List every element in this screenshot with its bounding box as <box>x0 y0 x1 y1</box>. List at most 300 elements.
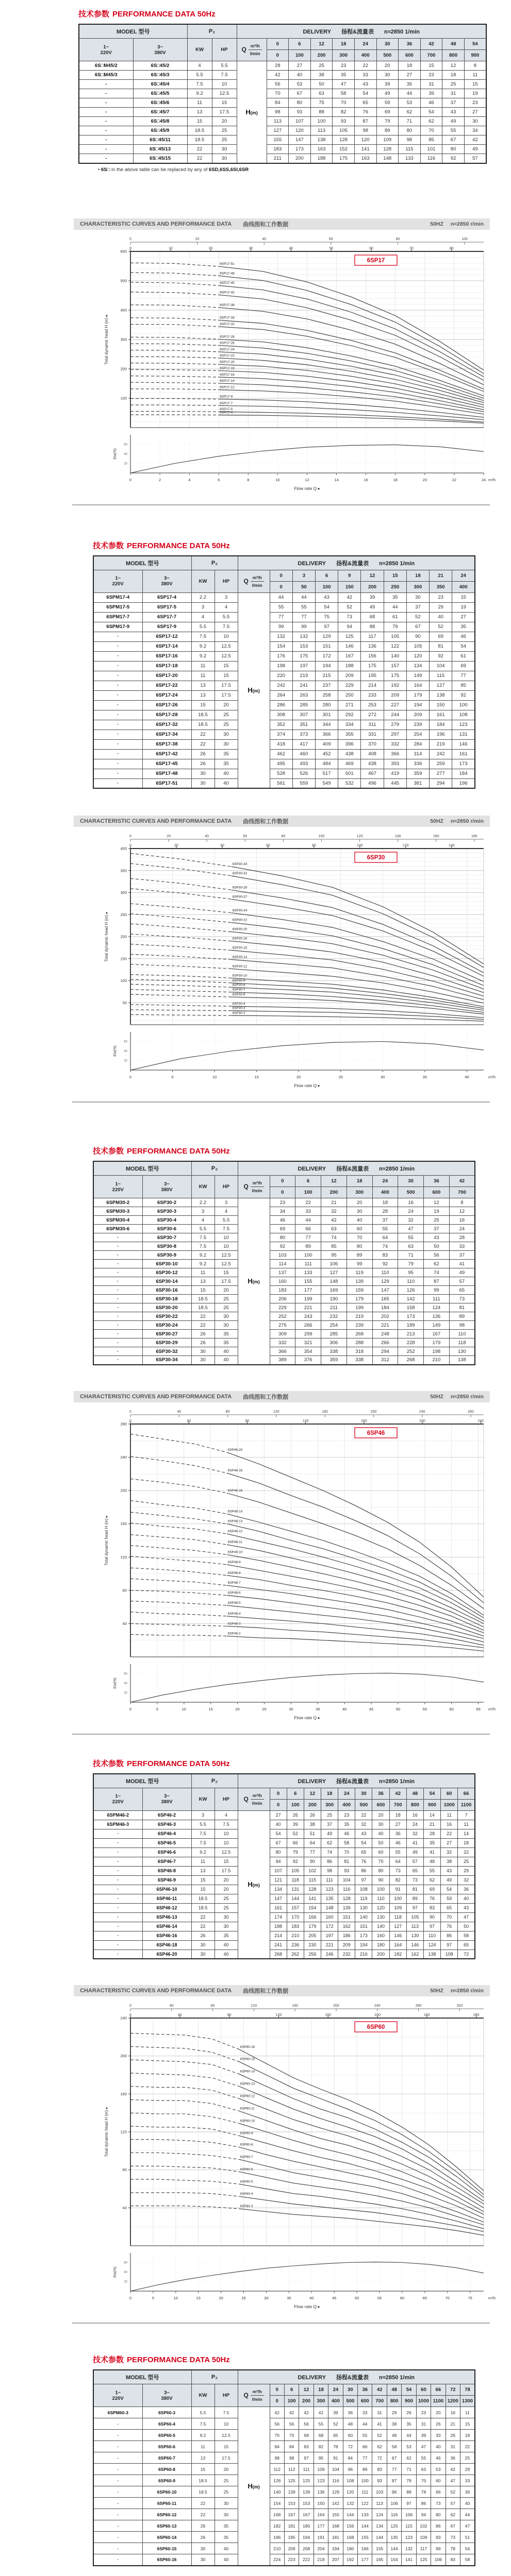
flow-lmin-header: 700 <box>372 2396 387 2407</box>
curve-label-6SP30-34: 6SP30-34 <box>232 862 248 867</box>
curve-label-6SP30-27: 6SP30-27 <box>232 895 248 899</box>
head-value: 78 <box>446 2543 460 2554</box>
curve-label-6SP60-7: 6SP60-7 <box>240 2155 253 2159</box>
bar-title-cn: 曲线图和工作数据 <box>243 221 289 228</box>
curve-dashed-6SP46-6 <box>130 1590 227 1595</box>
col-header-3ph-380v: 3~ 380V <box>142 2384 191 2407</box>
performance-section-6sp30 <box>0 1145 511 1365</box>
head-value: 97 <box>315 622 338 632</box>
usgpm-tick-label: 60 <box>243 835 248 838</box>
head-value: 113 <box>267 117 289 126</box>
head-value: 37 <box>321 1820 338 1829</box>
head-value: 118 <box>389 1912 406 1922</box>
head-tick-label: 160 <box>120 1521 127 1526</box>
head-value: 54 <box>441 1885 458 1894</box>
head-value: 81 <box>406 1885 423 1894</box>
head-value: 103 <box>372 2486 387 2498</box>
unit-lmin: l/min <box>252 2397 262 2402</box>
flow-tick-label: 5 <box>152 2296 154 2300</box>
flow-tick-label: 75 <box>468 2296 472 2300</box>
curve-label-6SP60-14: 6SP60-14 <box>240 2070 255 2074</box>
flow-tick-label: 22 <box>452 477 457 482</box>
head-value: 64 <box>304 1838 321 1848</box>
power-kw: 7.5 <box>191 1242 215 1251</box>
head-value: 52 <box>338 602 361 612</box>
head-value: 93 <box>333 117 355 126</box>
usgpm-tick-label: 40 <box>262 237 267 241</box>
head-value: 198 <box>424 1347 450 1356</box>
head-value: 188 <box>310 154 333 163</box>
model-3ph: 6SP17-45 <box>142 759 191 769</box>
model-3ph: 6SP46-10 <box>142 1885 191 1894</box>
table-row <box>93 1347 475 1356</box>
table-row <box>93 1950 475 1959</box>
head-value: 109 <box>416 2532 431 2543</box>
power-kw: 7.5 <box>191 2418 215 2430</box>
head-tick-label: 350 <box>120 868 127 873</box>
head-value: 376 <box>295 1356 321 1365</box>
head-value: 90 <box>304 1857 321 1866</box>
table-row <box>93 1903 475 1912</box>
x-axis-title: Flow rate Q ▸ <box>294 485 320 491</box>
head-value: 252 <box>270 1312 295 1321</box>
curve-dashed-6SP17-48 <box>130 273 219 276</box>
curve-label-6SP30-9: 6SP30-9 <box>232 978 245 982</box>
flow-m3h-header: 6 <box>287 1788 304 1799</box>
head-value: 50 <box>310 80 333 89</box>
head-value: 32 <box>458 1875 475 1885</box>
head-value: 62 <box>446 2509 460 2520</box>
model-1ph: · <box>93 1295 142 1303</box>
power-kw: 15 <box>191 700 215 710</box>
head-value: 94 <box>416 2509 431 2520</box>
curve-dashed-6SP60-12 <box>130 2087 239 2099</box>
flow-lmin-header: 500 <box>376 50 399 61</box>
curve-dashed-6SP60-6 <box>130 2166 239 2172</box>
performance-table-6sp17 <box>93 555 475 789</box>
power-kw: 15 <box>187 117 212 126</box>
model-3ph: 6SP17-5 <box>142 602 191 612</box>
head-tick-label: 600 <box>120 249 127 253</box>
head-tick-label: 40 <box>122 1621 127 1626</box>
power-kw: 22 <box>191 730 215 739</box>
flow-unit-label: m³/h <box>488 1707 496 1711</box>
model-3ph: 6SP30-16 <box>142 1286 191 1295</box>
power-hp: 30 <box>215 2509 238 2520</box>
usgpm-tick-label: 280 <box>468 1410 474 1414</box>
model-1ph: 6SPM30-4 <box>93 1216 142 1225</box>
head-value: 24 <box>449 1225 475 1233</box>
flow-m3h-header: 42 <box>372 2384 387 2396</box>
flow-lmin-header: 0 <box>267 50 289 61</box>
model-3ph: 6SP60-5 <box>142 2430 191 2441</box>
model-3ph: 6SP17-34 <box>142 730 191 739</box>
power-hp: 10 <box>215 632 238 641</box>
head-value: 102 <box>304 1866 321 1875</box>
power-kw: 4 <box>191 612 215 622</box>
model-3ph: 6S□45/6 <box>133 98 187 108</box>
table-row <box>93 1216 475 1225</box>
head-value: 80 <box>289 98 311 108</box>
head-value: 89 <box>406 1894 423 1903</box>
head-value: 140 <box>372 1922 389 1931</box>
curve-label-6SP46-13: 6SP46-13 <box>227 1519 243 1523</box>
power-kw: 18.5 <box>191 1295 215 1303</box>
head-value: 72 <box>458 1950 475 1959</box>
curve-label-6SP46-6: 6SP46-6 <box>227 1591 241 1595</box>
head-value: 11 <box>441 1810 458 1820</box>
head-value: 110 <box>372 1268 398 1277</box>
power-kw: 18.5 <box>191 710 215 720</box>
speed: n≈2850 1/min <box>379 1166 415 1172</box>
head-value: 23 <box>338 1810 355 1820</box>
impgpm-tick-label: 40 <box>187 1419 191 1423</box>
head-value: 167 <box>338 651 361 661</box>
head-value: 154 <box>270 2498 284 2509</box>
head-value: 96 <box>387 2486 401 2498</box>
head-value: 155 <box>295 1277 321 1286</box>
curve-label-6SP60-16: 6SP60-16 <box>240 2045 255 2049</box>
head-value: 15 <box>460 2418 475 2430</box>
curve-label-6SP60-13: 6SP60-13 <box>240 2082 255 2086</box>
model-1ph: · <box>93 1838 142 1848</box>
flow-tick-label: 45 <box>369 1706 374 1711</box>
head-value: 214 <box>361 681 384 690</box>
head-value: 246 <box>321 1950 338 1959</box>
model-1ph: · <box>93 1338 142 1347</box>
model-1ph: · <box>93 681 142 690</box>
title-cn: 技术参数 <box>78 10 110 19</box>
head-value: 88 <box>310 108 333 117</box>
head-value: 175 <box>384 671 406 681</box>
model-1ph: · <box>93 651 142 661</box>
curve-label-6SP30-10: 6SP30-10 <box>232 974 248 978</box>
curve-label-6SP46-16: 6SP46-16 <box>227 1488 243 1493</box>
head-value: 111 <box>358 2486 372 2498</box>
model-3ph: 6SP17-38 <box>142 739 191 749</box>
power-hp: 10 <box>215 2418 238 2430</box>
head-value: 53 <box>431 2464 446 2475</box>
head-value: 87 <box>424 1277 450 1286</box>
head-tick-label: 400 <box>120 846 127 851</box>
head-value: 22 <box>441 1829 458 1838</box>
head-value: 211 <box>321 1303 347 1312</box>
head-value: 38 <box>441 1857 458 1866</box>
head-value: 122 <box>358 2498 372 2509</box>
curve-label-6SP46-12: 6SP46-12 <box>227 1529 243 1533</box>
head-value: 50 <box>458 1922 475 1931</box>
head-value: 135 <box>387 2532 401 2543</box>
head-value: 228 <box>398 1338 424 1347</box>
head-value: 209 <box>406 710 429 720</box>
power-hp: 12.5 <box>215 1251 238 1260</box>
model-3ph: 6SP46-9 <box>142 1875 191 1885</box>
head-value: 157 <box>384 661 406 671</box>
head-value: 57 <box>446 2498 460 2509</box>
model-badge-label: 6SP60 <box>367 2024 385 2030</box>
head-value: 16 <box>441 1820 458 1829</box>
head-value: 460 <box>292 749 315 759</box>
curve-dashed-6SP30-34 <box>130 853 232 867</box>
head-value: 469 <box>338 759 361 769</box>
power-kw: 15 <box>191 1286 215 1295</box>
curve-label-6SP30-16: 6SP30-16 <box>232 946 248 950</box>
head-value: 55 <box>292 602 315 612</box>
curve-label-6SP30-32: 6SP30-32 <box>232 872 248 876</box>
head-value: 124 <box>424 1303 450 1312</box>
head-value: 83 <box>446 2554 460 2566</box>
head-value: 294 <box>430 778 452 788</box>
head-value: 39 <box>361 592 384 602</box>
head-value: 86 <box>441 1931 458 1940</box>
head-value: 418 <box>270 739 292 749</box>
head-value: 204 <box>314 2543 328 2554</box>
head-value: 26 <box>446 2430 460 2441</box>
model-1ph: · <box>93 1931 142 1940</box>
curve-dashed-6SP17-12 <box>130 388 219 389</box>
col-header-p2: P₂ <box>191 1774 238 1788</box>
model-1ph: · <box>93 690 142 700</box>
eta-tick-label: 20 <box>124 1691 127 1694</box>
power-kw: 11 <box>191 1857 215 1866</box>
head-value: 140 <box>270 2486 284 2498</box>
head-tick-label: 500 <box>120 278 127 283</box>
head-value: 242 <box>270 681 292 690</box>
head-value: 138 <box>310 135 333 145</box>
model-3ph: 6SP30-6 <box>142 1225 191 1233</box>
head-unit-label: H(m) <box>238 592 270 788</box>
head-value: 140 <box>355 1912 372 1922</box>
model-1ph: · <box>93 720 142 730</box>
flow-m3h-header: 36 <box>358 2384 372 2396</box>
flow-tick-label: 0 <box>129 1706 132 1711</box>
model-3ph: 6SP30-7 <box>142 1233 191 1242</box>
flow-m3h-header: 36 <box>399 39 421 50</box>
curve-dashed-6SP60-14 <box>130 2060 239 2074</box>
power-kw: 5.5 <box>191 1225 215 1233</box>
head-value: 40 <box>347 1216 372 1225</box>
head-value: 55 <box>372 1225 398 1233</box>
head-value: 96 <box>343 2464 357 2475</box>
table-row <box>93 1894 475 1903</box>
model-1ph: 6SPM60-3 <box>93 2407 142 2418</box>
curve-label-6SP17-38: 6SP17-38 <box>220 303 235 307</box>
table-row <box>93 2520 475 2532</box>
model-1ph: · <box>93 671 142 681</box>
eta-tick-label: 60 <box>124 1040 127 1044</box>
power-hp: 15 <box>215 661 238 671</box>
head-value: 36 <box>460 2486 475 2498</box>
head-value: 22 <box>458 1848 475 1857</box>
head-value: 83 <box>372 1251 398 1260</box>
flow-m3h-header: 12 <box>304 1788 321 1799</box>
curve-6SP46-11 <box>227 1545 484 1623</box>
head-value: 95 <box>321 1251 347 1260</box>
head-value: 56 <box>267 80 289 89</box>
head-value: 11 <box>460 2407 475 2418</box>
head-value: 41 <box>314 2407 328 2418</box>
curve-dashed-6SP46-7 <box>130 1579 227 1585</box>
head-value: 99 <box>424 1286 450 1295</box>
performance-section-6sp60 <box>0 2354 511 2566</box>
curve-label-6SP17-34: 6SP17-34 <box>220 315 235 319</box>
table-row <box>79 135 486 145</box>
power-hp: 12.5 <box>212 89 237 98</box>
head-value: 19 <box>424 1207 450 1216</box>
bar-speed-info: 50HZ n≈2850 r/min <box>430 221 484 227</box>
head-value: 41 <box>449 1260 475 1268</box>
flow-lmin-header: 600 <box>372 1799 389 1810</box>
flow-m3h-header: 0 <box>267 39 289 50</box>
head-value: 438 <box>338 749 361 759</box>
flow-tick-label: 5 <box>171 1075 174 1079</box>
head-value: 409 <box>315 739 338 749</box>
flow-lmin-header: 500 <box>343 2396 357 2407</box>
head-value: 307 <box>292 710 315 720</box>
head-value: 35 <box>423 1838 440 1848</box>
model-3ph: 6S□45/8 <box>133 117 187 126</box>
power-kw: 9.2 <box>191 651 215 661</box>
flow-tick-label: 35 <box>422 1075 427 1079</box>
head-value: 58 <box>460 2554 475 2566</box>
head-value: 132 <box>270 632 292 641</box>
curve-dashed-6SP46-13 <box>130 1512 227 1524</box>
head-value: 56 <box>424 1251 450 1260</box>
curve-label-6SP30-20: 6SP30-20 <box>232 927 248 931</box>
usgpm-tick-label: 240 <box>419 1410 425 1414</box>
flow-m3h-header: 66 <box>431 2384 446 2396</box>
head-value: 49 <box>464 145 486 154</box>
head-value: 30 <box>347 1207 372 1216</box>
eta-tick-label: 60 <box>124 443 127 446</box>
model-3ph: 6SP17-24 <box>142 690 191 700</box>
impgpm-tick-label: 40 <box>177 2013 182 2017</box>
curve-label-6SP46-14: 6SP46-14 <box>227 1509 243 1513</box>
power-kw: 26 <box>191 1330 215 1338</box>
head-value: 48 <box>423 1857 440 1866</box>
power-kw: 18.5 <box>191 1903 215 1912</box>
head-value: 20 <box>347 1198 372 1207</box>
head-value: 50 <box>372 1838 389 1848</box>
curve-dashed-6SP17-26 <box>130 344 219 345</box>
head-value: 144 <box>372 2532 387 2543</box>
model-3ph: 6SP30-10 <box>142 1260 191 1268</box>
head-value: 35 <box>402 2418 416 2430</box>
flow-tick-label: 55 <box>377 2296 382 2300</box>
model-3ph: 6SP46-6 <box>142 1848 191 1857</box>
head-value: 18 <box>460 2430 475 2441</box>
head-value: 33 <box>354 71 376 80</box>
head-value: 332 <box>270 1338 295 1347</box>
table-row <box>93 1303 475 1312</box>
usgpm-tick-label: 100 <box>461 237 468 241</box>
flow-tick-label: 65 <box>422 2296 427 2300</box>
head-value: 183 <box>287 1922 304 1931</box>
head-value: 227 <box>384 700 406 710</box>
head-value: 230 <box>304 1940 321 1950</box>
flow-lmin-header: 500 <box>355 1799 372 1810</box>
head-value: 381 <box>406 778 429 788</box>
head-value: 196 <box>270 2532 284 2543</box>
head-value: 209 <box>384 690 406 700</box>
head-value: 77 <box>452 671 475 681</box>
power-kw: 13 <box>187 108 212 117</box>
curve-dashed-6SP46-2 <box>130 1634 227 1636</box>
col-header-hp: HP <box>215 2384 238 2407</box>
head-value: 36 <box>458 1885 475 1894</box>
model-3ph: 6SP17-7 <box>142 612 191 622</box>
head-value: 27 <box>289 61 311 71</box>
head-value: 175 <box>361 661 384 671</box>
head-value: 83 <box>372 2464 387 2475</box>
head-value: 268 <box>347 1330 372 1338</box>
head-tick-label: 80 <box>122 2167 127 2173</box>
flow-lmin-header: 300 <box>406 581 429 592</box>
table-row <box>93 1260 475 1268</box>
head-tick-label: 120 <box>120 2129 127 2134</box>
head-value: 78 <box>416 2486 431 2498</box>
table-row <box>93 1198 475 1207</box>
curve-dashed-6SP17-45 <box>130 282 219 285</box>
head-value: 73 <box>431 2498 446 2509</box>
head-value: 76 <box>355 1857 372 1866</box>
table-row <box>93 690 475 700</box>
curve-label-6SP60-8: 6SP60-8 <box>240 2143 253 2147</box>
unit-lmin: l/min <box>250 51 260 56</box>
curve-label-6SP17-14: 6SP17-14 <box>220 379 235 383</box>
head-value: 62 <box>420 117 442 126</box>
section-header-bar <box>74 218 490 230</box>
head-tick-label: 300 <box>120 890 127 895</box>
flow-tick-label: 20 <box>219 2296 223 2300</box>
model-1ph: · <box>93 1875 142 1885</box>
head-value: 87 <box>387 2475 401 2486</box>
table-row <box>93 1940 475 1950</box>
flow-tick-label: 5 <box>156 1706 158 1711</box>
head-value: 73 <box>449 1295 475 1303</box>
head-value: 119 <box>355 1894 372 1903</box>
head-value: 180 <box>372 1940 389 1950</box>
power-hp: 40 <box>215 2554 238 2566</box>
head-value: 195 <box>361 671 384 681</box>
flow-m3h-header: 24 <box>328 2384 343 2396</box>
flow-tick-label: 40 <box>309 2296 314 2300</box>
head-value: 27 <box>464 108 486 117</box>
head-value: 28 <box>372 1207 398 1216</box>
performance-title: 技术参数 PERFORMANCE DATA 50Hz <box>93 1759 230 1768</box>
head-value: 93 <box>338 1866 355 1875</box>
head-tick-label: 80 <box>122 1587 127 1592</box>
power-hp: 5.5 <box>215 612 238 622</box>
usgpm-tick-label: 0 <box>129 237 131 241</box>
table-row <box>93 1286 475 1295</box>
head-value: 192 <box>343 2554 357 2566</box>
impgpm-tick-label: 30 <box>249 246 253 250</box>
head-value: 123 <box>402 2532 416 2543</box>
flow-m3h-header: 48 <box>406 1788 423 1799</box>
power-hp: 35 <box>215 1330 238 1338</box>
flow-m3h-header: 60 <box>416 2384 431 2396</box>
head-value: 49 <box>442 117 465 126</box>
col-header-p2: P₂ <box>191 1161 238 1176</box>
model-3ph: 6SP30-29 <box>142 1338 191 1347</box>
head-value: 62 <box>423 1875 440 1885</box>
head-value: 183 <box>270 1286 295 1295</box>
head-value: 47 <box>460 2520 475 2532</box>
head-value: 138 <box>430 690 452 700</box>
head-value: 182 <box>270 2520 284 2532</box>
power-kw: 15 <box>191 1875 215 1885</box>
